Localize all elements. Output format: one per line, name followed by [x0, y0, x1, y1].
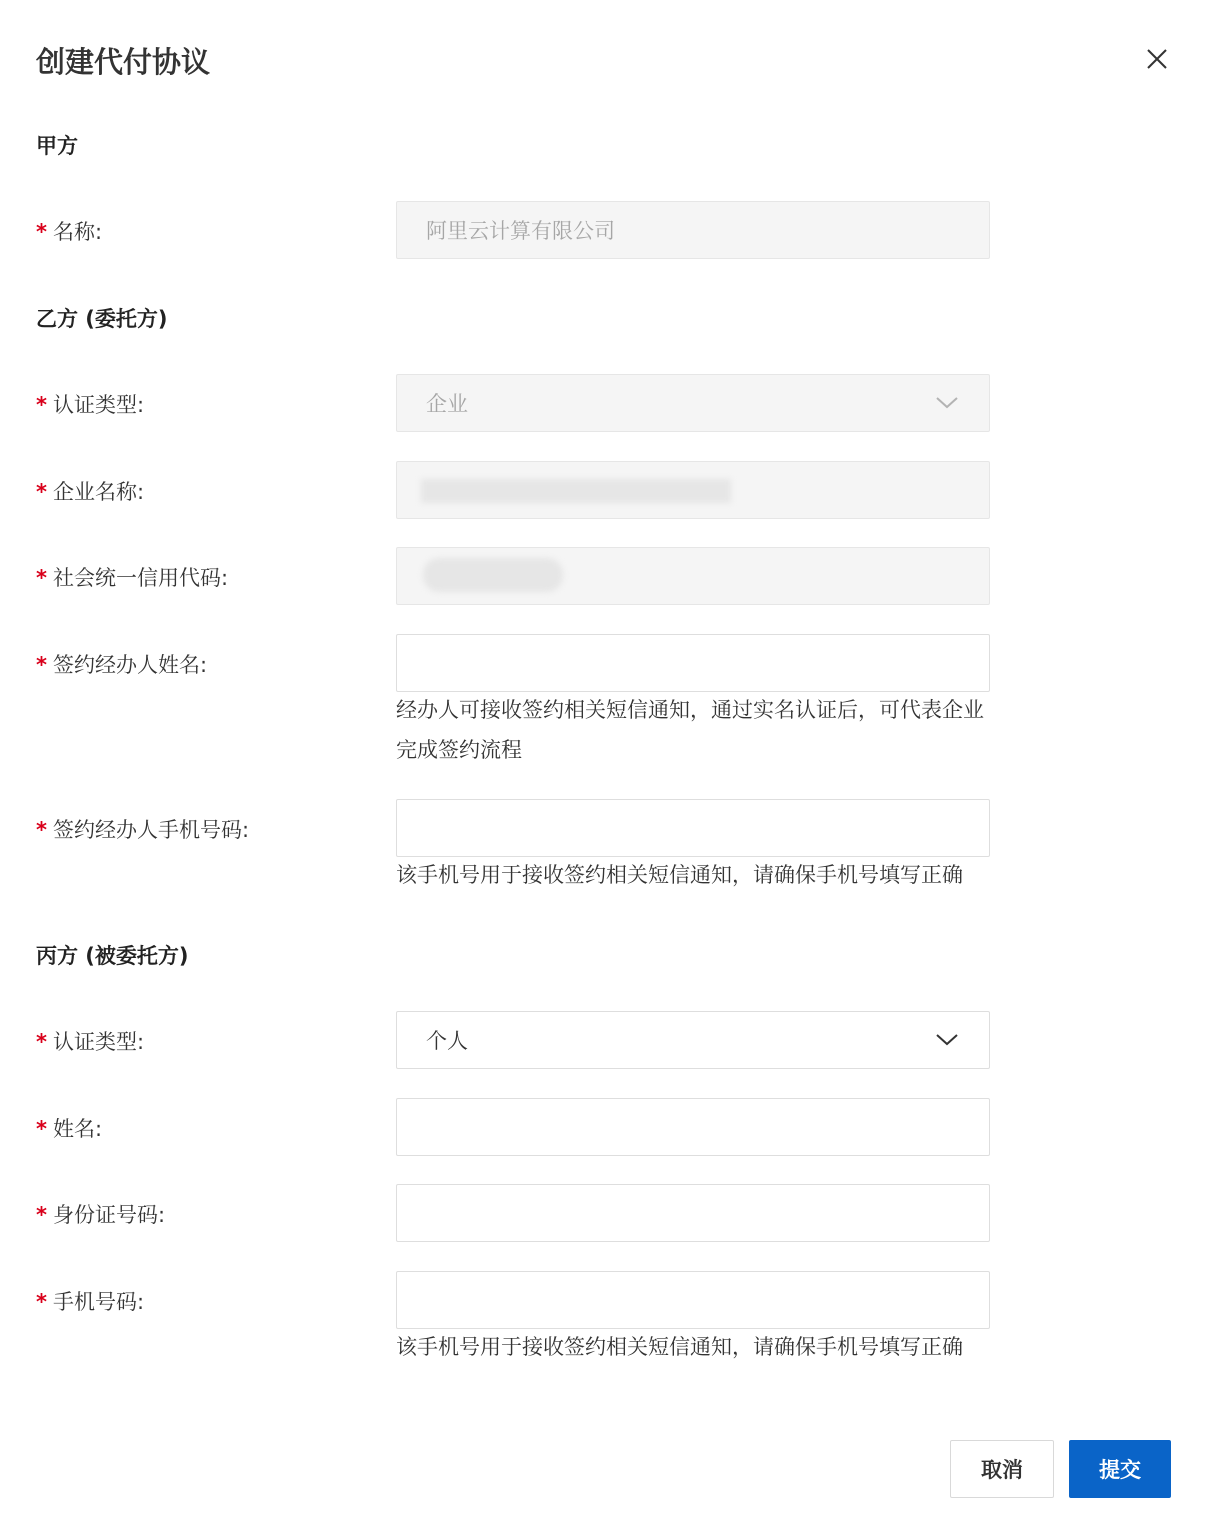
party-b-auth-type-value: 企业 [426, 392, 468, 416]
party-c-phone-input[interactable] [396, 1271, 990, 1329]
chevron-down-icon [934, 1032, 960, 1048]
required-star: * [36, 1203, 47, 1227]
party-c-auth-type-value: 个人 [426, 1029, 468, 1053]
party-b-company-name-label: * 企业名称: [36, 480, 145, 504]
party-b-agent-name-help: 经办人可接收签约相关短信通知，通过实名认证后，可代表企业完成签约流程 [396, 698, 984, 762]
party-a-name-field [396, 201, 990, 259]
section-party-a: 甲方 [36, 134, 78, 158]
required-star: * [36, 818, 47, 842]
party-c-name-label: * 姓名: [36, 1117, 103, 1141]
party-c-phone-help: 该手机号用于接收签约相关短信通知，请确保手机号填写正确 [396, 1335, 963, 1359]
party-c-id-number-input[interactable] [396, 1184, 990, 1242]
required-star: * [36, 480, 47, 504]
party-b-company-name-field [396, 461, 990, 519]
section-party-c: 丙方 (被委托方) [36, 944, 189, 968]
chevron-down-icon [934, 395, 960, 411]
required-star: * [36, 220, 47, 244]
required-star: * [36, 566, 47, 590]
party-b-credit-code-field [396, 547, 990, 605]
party-c-id-number-label: * 身份证号码: [36, 1203, 166, 1227]
submit-button[interactable]: 提交 [1069, 1440, 1171, 1498]
party-b-credit-code-label: * 社会统一信用代码: [36, 566, 229, 590]
required-star: * [36, 393, 47, 417]
party-b-auth-type-label: * 认证类型: [36, 393, 145, 417]
redacted-company-name [421, 479, 731, 503]
party-b-auth-type-select [396, 374, 990, 432]
party-b-agent-name-label: * 签约经办人姓名: [36, 653, 208, 677]
required-star: * [36, 1290, 47, 1314]
party-c-name-input[interactable] [396, 1098, 990, 1156]
section-party-b: 乙方 (委托方) [36, 307, 168, 331]
cancel-button[interactable]: 取消 [950, 1440, 1054, 1498]
party-a-name-value: 阿里云计算有限公司 [426, 219, 615, 243]
party-c-phone-label: * 手机号码: [36, 1290, 145, 1314]
party-a-name-label: * 名称: [36, 220, 103, 244]
required-star: * [36, 1030, 47, 1054]
required-star: * [36, 653, 47, 677]
party-c-auth-type-select[interactable] [396, 1011, 990, 1069]
required-star: * [36, 1117, 47, 1141]
party-b-agent-name-input[interactable] [396, 634, 990, 692]
party-c-auth-type-label: * 认证类型: [36, 1030, 145, 1054]
dialog-title: 创建代付协议 [36, 45, 211, 79]
party-b-agent-phone-input[interactable] [396, 799, 990, 857]
party-b-agent-phone-label: * 签约经办人手机号码: [36, 818, 250, 842]
redacted-credit-code [423, 558, 563, 592]
close-icon[interactable] [1140, 42, 1174, 76]
party-b-agent-phone-help: 该手机号用于接收签约相关短信通知，请确保手机号填写正确 [396, 863, 963, 887]
